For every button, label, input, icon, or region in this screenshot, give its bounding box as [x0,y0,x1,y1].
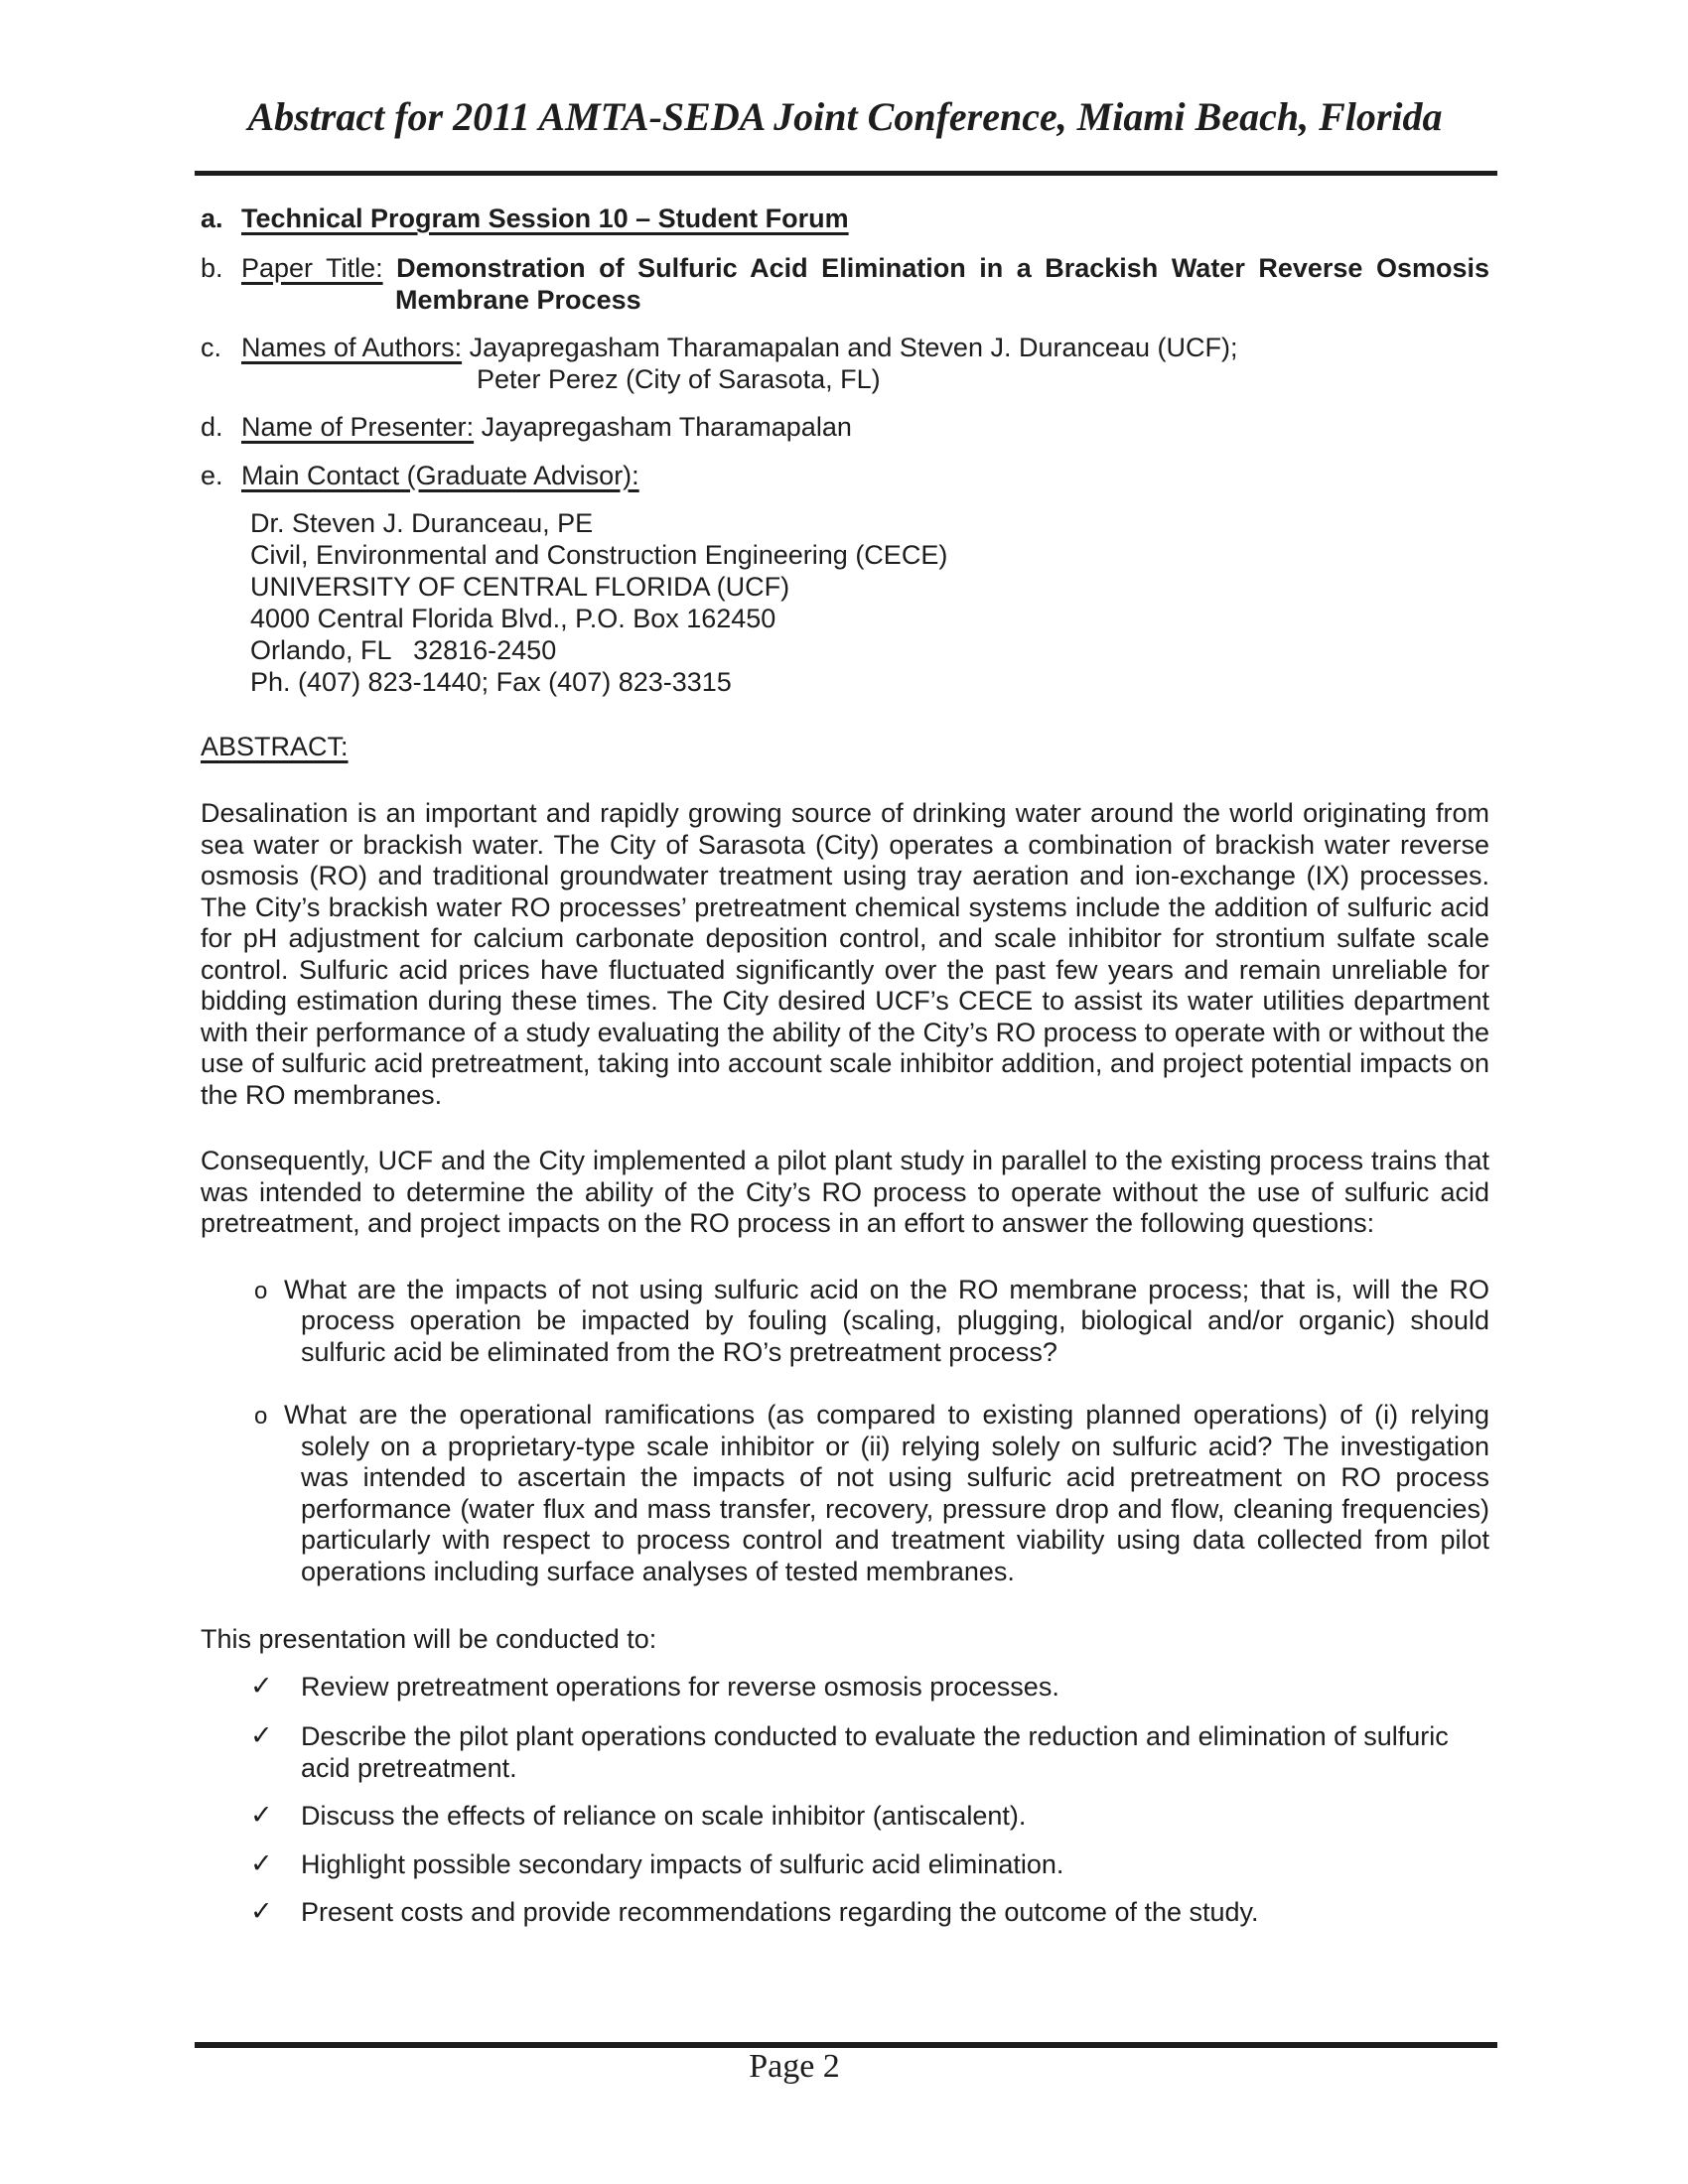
paper-title-line2: Membrane Process [395,285,641,315]
item-letter-d: d. [201,412,223,442]
paper-title-line1 [241,252,1489,284]
authors-line1 [241,332,1489,363]
circle-bullet-icon: o [254,1403,268,1430]
presentation-intro: This presentation will be conducted to: [201,1624,657,1654]
checkmark-icon: ✓ [250,1848,273,1879]
item-letter-e: e. [201,461,223,490]
document-title: Abstract for 2011 AMTA-SEDA Joint Conference, Miami Beach, Florida [247,94,1443,139]
authors-value: Jayapregasham Tharamapalan and Steven J. Duranceau (UCF); [469,333,1238,362]
page-number: Page 2 [749,2048,840,2085]
abstract-paragraph-1: Desalination is an important and rapidly growing source of drinking water around the world originating from sea water or brackish water. The City of Sarasota (City) operates a combination of brackish water reverse osmosis (RO) and traditional groundwater treatment using tray aeration and ion-exchange (IX) processes. The City’s brackish water RO processes’ pretreatment chemical systems include the addition of sulfuric acid for pH adjustment for calcium carbonate deposition control, and scale inhibitor for strontium sulfate scale control. Sulfuric acid prices have fluctuated significantly over the past few years and remain unreliable for bidding estimation during these times. The City desired UCF’s CECE to assist its water utilities department with their performance of a study evaluating the ability of the City’s RO process to operate with or without the use of sulfuric acid pretreatment, taking into account scale inhibitor addition, and project potential impacts on the RO membranes. [201,798,1489,1110]
checklist-item-2 [250,1720,1489,1784]
item-letter-c: c. [201,333,222,362]
session-heading: Technical Program Session 10 – Student Forum [241,204,849,233]
presenter-value: Jayapregasham Tharamapalan [481,412,852,442]
item-presenter [201,411,1489,443]
checkmark-icon: ✓ [250,1896,273,1927]
checklist-item-3-text: Discuss the effects of reliance on scale inhibitor (antiscalent). [301,1801,1027,1831]
checklist-item-1 [250,1671,1489,1703]
paper-title-label: Paper Title: [241,253,383,283]
contact-block [250,507,1489,698]
checklist-item-1-text: Review pretreatment operations for reverse osmosis processes. [301,1672,1059,1702]
checklist-item-4-text: Highlight possible secondary impacts of sulfuric acid elimination. [301,1849,1064,1879]
page-content [201,0,1489,1928]
item-letter-b: b. [201,253,223,283]
contact-institution: UNIVERSITY OF CENTRAL FLORIDA (UCF) [250,572,790,602]
checkmark-icon: ✓ [250,1720,273,1751]
circle-bullet-icon: o [254,1277,268,1304]
item-letter-a: a. [201,204,223,233]
presenter-label: Name of Presenter: [241,412,475,442]
item-authors [201,332,1489,395]
contact-street-address: 4000 Central Florida Blvd., P.O. Box 162450 [250,604,776,633]
authors-label: Names of Authors: [241,333,463,362]
question-bullet-1-text: What are the impacts of not using sulfuric acid on the RO membrane process; that is, will the RO process operation be impacted by fouling (scaling, plugging, biological and/or organic) should sulfuric acid be eliminated from the RO’s pretreatment process? [284,1274,1489,1367]
checklist-item-2-text: Describe the pilot plant operations conducted to evaluate the reduction and elimination of sulfuric acid pretreatment. [301,1721,1449,1783]
authors-line2: Peter Perez (City of Sarasota, FL) [477,364,881,394]
question-bullet-2 [254,1400,1489,1587]
item-paper-title [201,252,1489,316]
item-session [201,203,1489,234]
abstract-heading-text: ABSTRACT: [201,732,349,761]
contact-city-state-zip: Orlando, FL 32816-2450 [250,635,557,665]
checkmark-icon: ✓ [250,1800,273,1831]
contact-name: Dr. Steven J. Duranceau, PE [250,508,594,538]
checklist-item-5-text: Present costs and provide recommendations regarding the outcome of the study. [301,1897,1259,1927]
paper-title-value: Demonstration of Sulfuric Acid Elimination in a Brackish Water Reverse Osmosis [396,253,1489,283]
item-main-contact [201,460,1489,491]
main-contact-label: Main Contact (Graduate Advisor): [241,461,639,490]
question-bullet-1 [254,1274,1489,1369]
checklist-item-5 [250,1896,1489,1928]
question-bullet-2-text: What are the operational ramifications (as compared to existing planned operations) of (i) relying solely on a proprietary-type scale inhibitor or (ii) relying solely on sulfuric acid? The investigation was intended to ascertain the impacts of not using sulfuric acid pretreatment on RO process performance (water flux and mass transfer, recovery, pressure drop and flow, cleaning frequencies) particularly with respect to process control and treatment viability using data collected from pilot operations including surface analyses of tested membranes. [284,1400,1489,1586]
contact-department: Civil, Environmental and Construction Engineering (CECE) [250,540,948,570]
contact-phone-fax: Ph. (407) 823-1440; Fax (407) 823-3315 [250,667,732,697]
checklist-item-4 [250,1848,1489,1880]
abstract-heading [201,731,1489,762]
abstract-paragraph-2: Consequently, UCF and the City implemented a pilot plant study in parallel to the existing process trains that was intended to determine the ability of the City’s RO process to operate without the use of sulfuric acid pretreatment, and project impacts on the RO process in an effort to answer the following questions: [201,1146,1489,1238]
checklist-item-3 [250,1800,1489,1832]
checkmark-icon: ✓ [250,1671,273,1702]
